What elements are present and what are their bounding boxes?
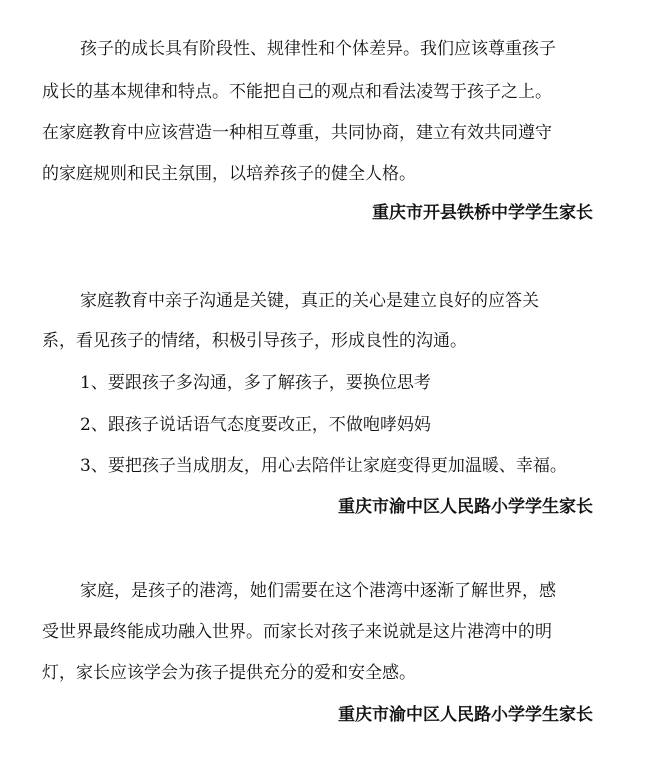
section-2-signature: 重庆市渝中区人民路小学学生家长	[338, 497, 593, 517]
section-2-line-2: 系，看见孩子的情绪，积极引导孩子，形成良性的沟通。	[42, 331, 467, 351]
section-3-line-2: 受世界最终能成功融入世界。而家长对孩子来说就是这片港湾中的明	[42, 622, 552, 642]
section-3-signature: 重庆市渝中区人民路小学学生家长	[338, 705, 593, 725]
section-1-line-1: 孩子的成长具有阶段性、规律性和个体差异。我们应该尊重孩子	[80, 39, 556, 59]
section-2-item-1: 1、要跟孩子多沟通，多了解孩子，要换位思考	[80, 373, 431, 393]
section-2-item-3: 3、要把孩子当成朋友，用心去陪伴让家庭变得更加温暖、幸福。	[80, 456, 567, 476]
section-1-line-2: 成长的基本规律和特点。不能把自己的观点和看法凌驾于孩子之上。	[42, 82, 552, 102]
section-3-line-3: 灯，家长应该学会为孩子提供充分的爱和安全感。	[42, 663, 416, 683]
section-2-line-1: 家庭教育中亲子沟通是关键，真正的关心是建立良好的应答关	[80, 291, 539, 311]
section-1-line-4: 的家庭规则和民主氛围，以培养孩子的健全人格。	[42, 164, 416, 184]
section-3-line-1: 家庭，是孩子的港湾，她们需要在这个港湾中逐渐了解世界，感	[80, 581, 556, 601]
section-1-signature: 重庆市开县铁桥中学学生家长	[372, 203, 593, 223]
section-2-item-2: 2、跟孩子说话语气态度要改正，不做咆哮妈妈	[80, 415, 431, 435]
section-1-line-3: 在家庭教育中应该营造一种相互尊重，共同协商，建立有效共同遵守	[42, 123, 552, 143]
